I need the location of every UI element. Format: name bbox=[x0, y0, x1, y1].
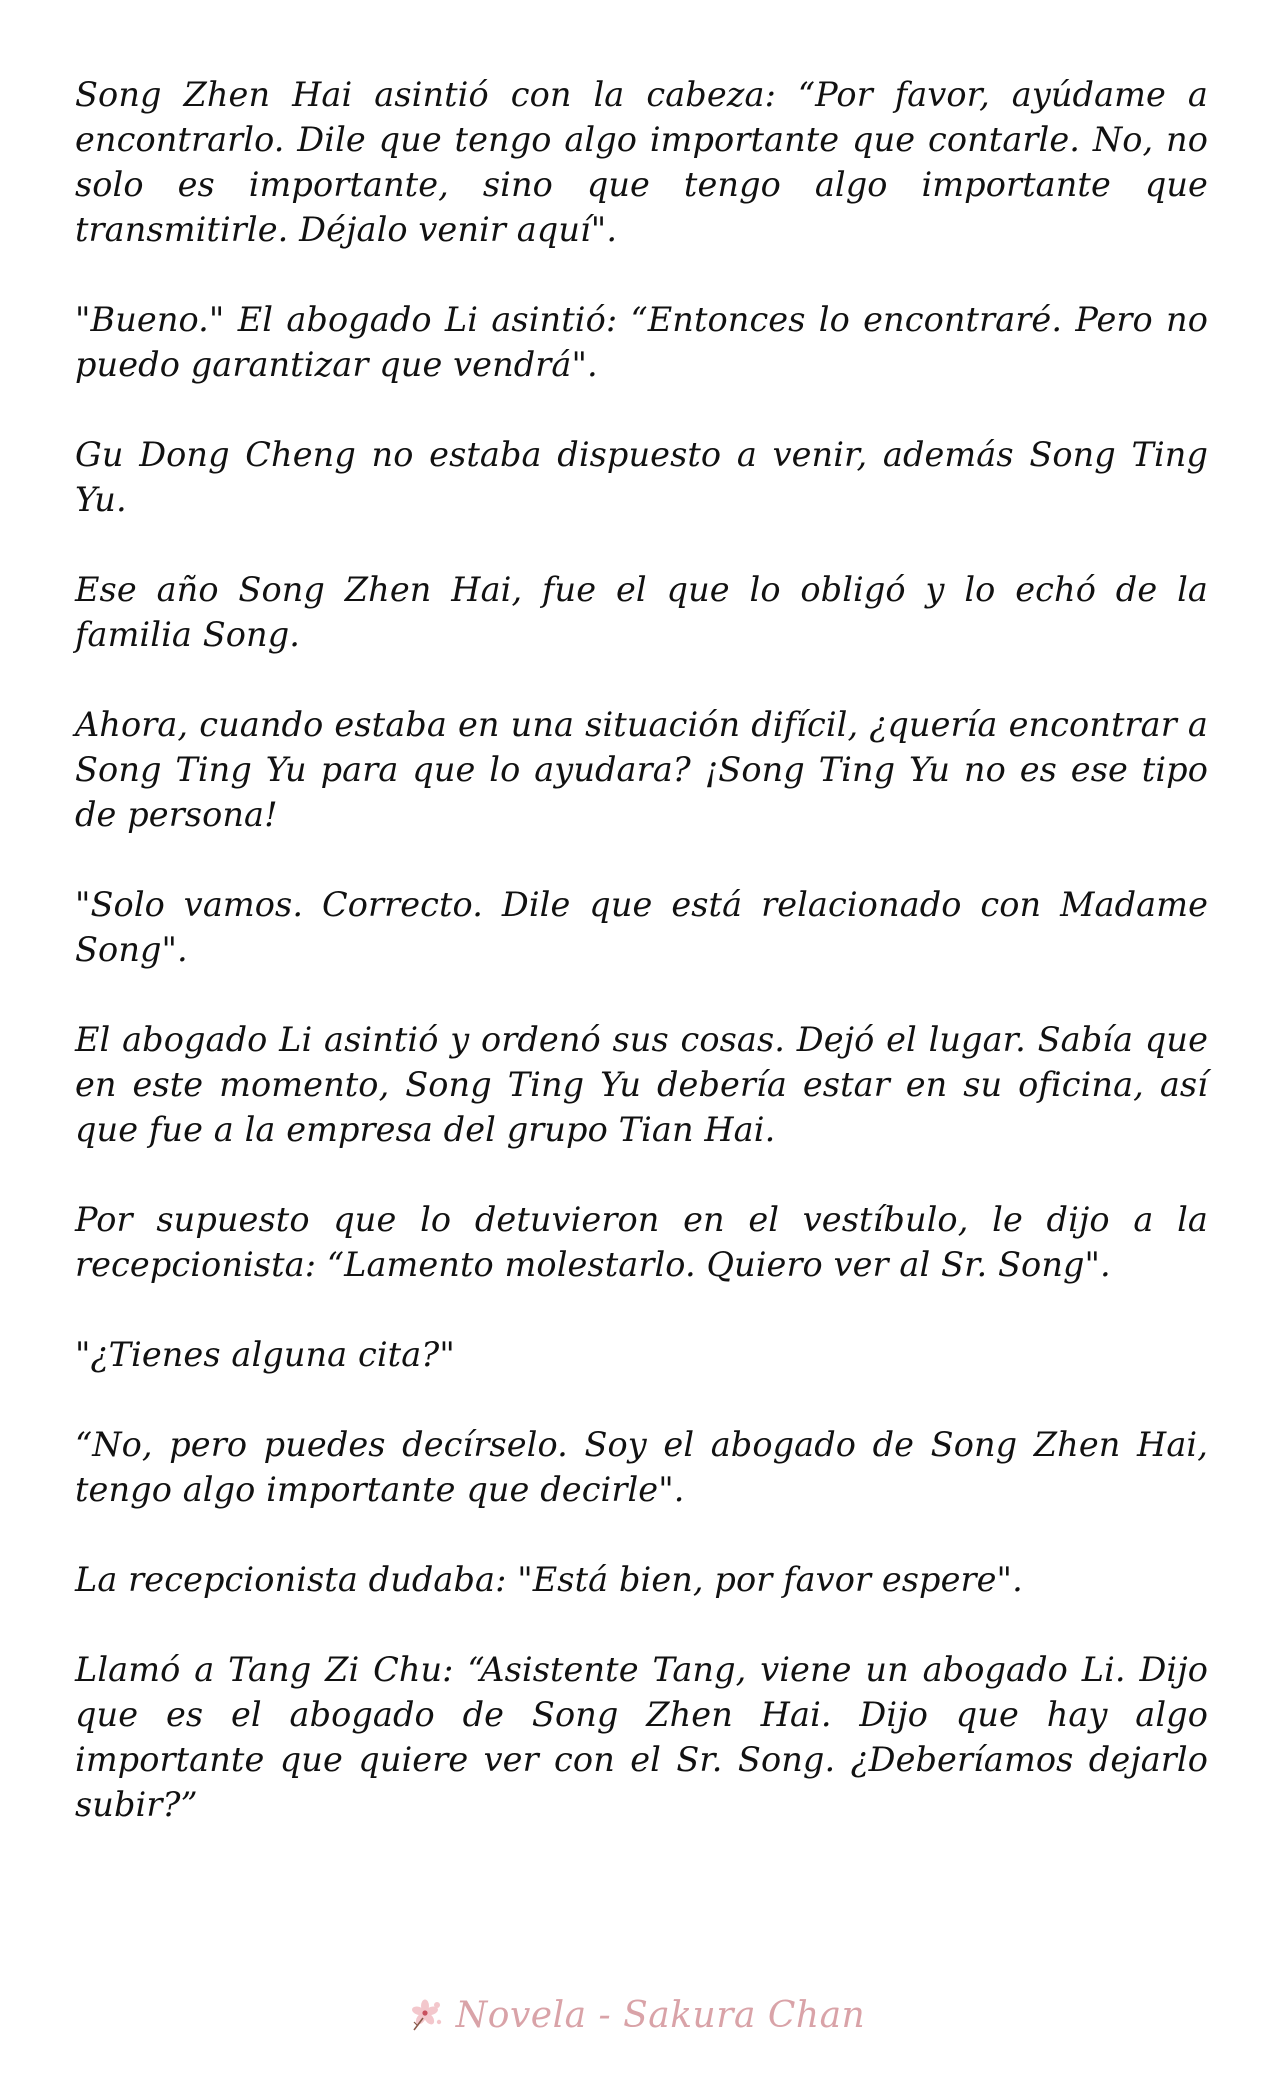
paragraph: Ahora, cuando estaba en una situación difícil, ¿quería encontrar a Song Ting Yu para que lo ayudara? ¡Song Ting Yu no es ese tipo de persona! bbox=[75, 705, 1208, 834]
paragraph: "¿Tienes alguna cita?" bbox=[75, 1335, 455, 1374]
paragraph: Song Zhen Hai asintió con la cabeza: “Por favor, ayúdame a encontrarlo. Dile que tengo algo importante que contarle. No, no solo es importante, sino que tengo algo importante que transmitirle. Déjalo venir aquí". bbox=[75, 75, 1208, 249]
paragraph: El abogado Li asintió y ordenó sus cosas. Dejó el lugar. Sabía que en este momento, Song Ting Yu debería estar en su oficina, así que fue a la empresa del grupo Tian Hai. bbox=[75, 1020, 1208, 1149]
sakura-flower-icon bbox=[410, 1996, 448, 2034]
paragraph: "Solo vamos. Correcto. Dile que está relacionado con Madame Song". bbox=[75, 885, 1208, 969]
paragraph: Ese año Song Zhen Hai, fue el que lo obligó y lo echó de la familia Song. bbox=[75, 570, 1208, 654]
watermark-text: Novela - Sakura Chan bbox=[455, 1994, 866, 2036]
paragraph: Llamó a Tang Zi Chu: “Asistente Tang, viene un abogado Li. Dijo que es el abogado de Song Zhen Hai. Dijo que hay algo importante que quiere ver con el Sr. Song. ¿Deberíamos dejarlo subir?” bbox=[75, 1650, 1208, 1824]
paragraph: Por supuesto que lo detuvieron en el vestíbulo, le dijo a la recepcionista: “Lamento molestarlo. Quiero ver al Sr. Song". bbox=[75, 1200, 1208, 1284]
paragraph: La recepcionista dudaba: "Está bien, por favor espere". bbox=[75, 1560, 1023, 1599]
paragraph: “No, pero puedes decírselo. Soy el abogado de Song Zhen Hai, tengo algo importante que decirle". bbox=[75, 1425, 1208, 1509]
watermark bbox=[0, 1990, 1275, 2040]
paragraph: "Bueno." El abogado Li asintió: “Entonces lo encontraré. Pero no puedo garantizar que vendrá". bbox=[75, 300, 1208, 384]
chapter-text bbox=[75, 72, 1208, 1872]
paragraph: Gu Dong Cheng no estaba dispuesto a venir, además Song Ting Yu. bbox=[75, 435, 1208, 519]
